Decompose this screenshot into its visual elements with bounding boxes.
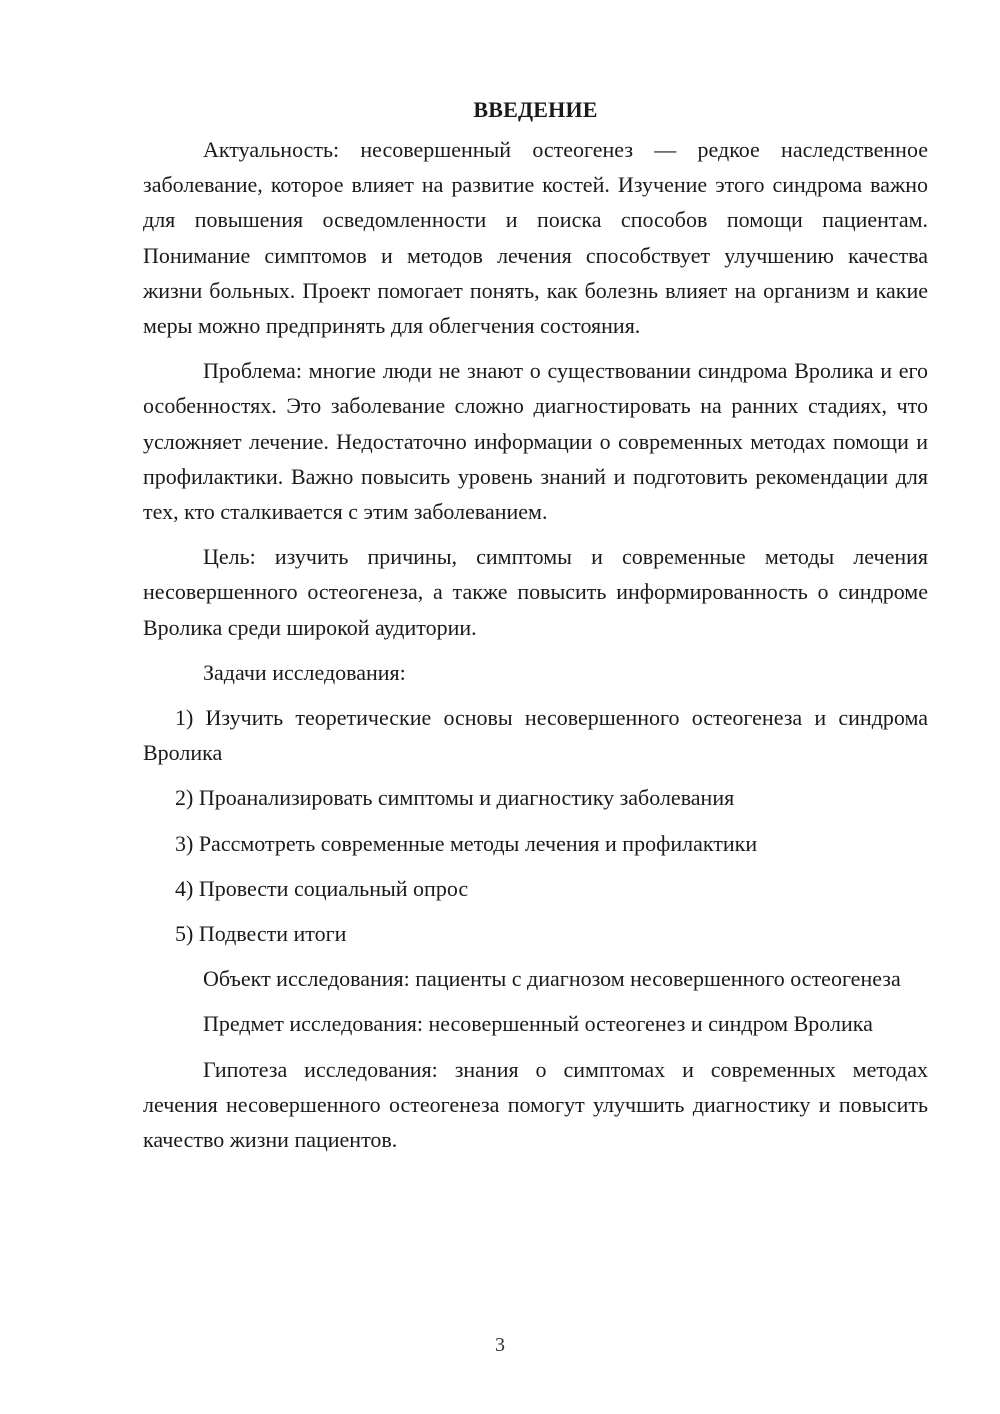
section-title: ВВЕДЕНИЕ [473,97,598,122]
paragraph-object: Объект исследования: пациенты с диагнозом несовершенного остеогенеза [203,966,901,992]
task-item: 3) Рассмотреть современные методы лечения и профилактики [175,830,758,856]
task-item: 4) Провести социальный опрос [175,875,469,901]
tasks-heading: Задачи исследования: [203,659,406,685]
paragraph-subject: Предмет исследования: несовершенный остеогенез и синдром Вролика [203,1011,873,1037]
task-item: 1) Изучить теоретические основы несовершенного остеогенеза и синдрома Вролика [143,705,928,766]
task-item: 5) Подвести итоги [175,921,347,947]
paragraph-hypothesis: Гипотеза исследования: знания о симптомах и современных методах лечения несовершенного остеогенеза помогут улучшить диагностику и повысить качество жизни пациентов. [143,1056,928,1153]
page-number: 3 [495,1334,505,1356]
paragraph-goal: Цель: изучить причины, симптомы и современные методы лечения несовершенного остеогенеза, а также повысить информированность о синдроме Вролика среди широкой аудитории. [143,544,928,640]
document-page [143,92,928,1167]
paragraph-relevance: Актуальность: несовершенный остеогенез — редкое наследственное заболевание, которое влияет на развитие костей. Изучение этого синдрома важно для повышения осведомленности и поиска способов помощи пациентам. Понимание симптомов и методов лечения способствует улучшению качества жизни больных. Проект помогает понять, как болезнь влияет на организм и какие меры можно предпринять для облегчения состояния. [143,137,928,339]
paragraph-problem: Проблема: многие люди не знают о существовании синдрома Вролика и его особенностях. Это заболевание сложно диагностировать на ранних стадиях, что усложняет лечение. Недостаточно информации о современных методах помощи и профилактики. Важно повысить уровень знаний и подготовить рекомендации для тех, кто сталкивается с этим заболеванием. [143,358,928,525]
task-item: 2) Проанализировать симптомы и диагностику заболевания [175,785,735,811]
